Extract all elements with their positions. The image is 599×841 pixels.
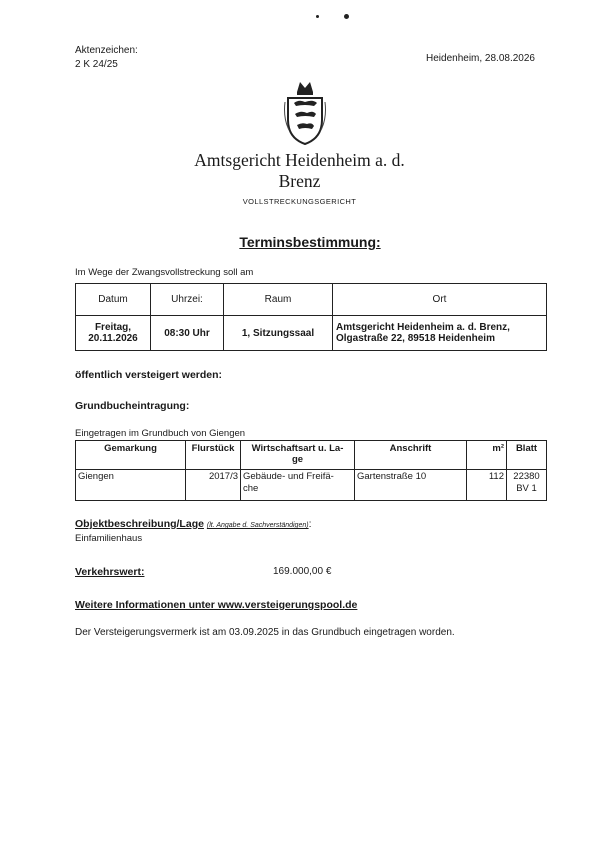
verkehrswert-value: 169.000,00 €	[273, 566, 332, 577]
header-cell-uhrzeit: Uhrzei:	[151, 284, 224, 316]
wirtschaftsart-line1: Gebäude- und Freifä-	[243, 471, 334, 482]
ort-line1: Amtsgericht Heidenheim a. d. Brenz,	[336, 322, 510, 333]
cell-qm: 112	[467, 470, 507, 501]
header-cell-anschrift: Anschrift	[355, 441, 467, 470]
cell-gemarkung: Giengen	[76, 470, 186, 501]
objekt-heading-colon: :	[308, 518, 312, 530]
verkehrswert-label: Verkehrswert:	[75, 566, 145, 578]
cell-raum: 1, Sitzungssaal	[224, 316, 333, 351]
scan-speck	[316, 15, 319, 18]
wirtschaftsart-header-line1: Wirtschaftsart u. La-	[251, 443, 344, 454]
termin-table	[75, 283, 547, 351]
court-department: VOLLSTRECKUNGSGERICHT	[242, 197, 357, 206]
scan-speck	[344, 14, 349, 19]
wirtschaftsart-line2: che	[243, 483, 259, 494]
grundbuch-intro: Eingetragen im Grundbuch von Giengen	[75, 428, 246, 439]
objekt-heading-note: (lt. Angabe d. Sachverständigen)	[206, 522, 309, 529]
blatt-number: 22380	[513, 471, 540, 482]
datum-date: 20.11.2026	[88, 333, 138, 344]
cell-ort	[333, 316, 547, 351]
coat-of-arms-seal	[283, 78, 327, 146]
header-cell-gemarkung: Gemarkung	[76, 441, 186, 470]
court-name-line2: Brenz	[278, 171, 321, 191]
blatt-bv: BV 1	[516, 483, 537, 494]
intro-text: Im Wege der Zwangsvollstreckung soll am	[75, 267, 254, 278]
datum-weekday: Freitag,	[94, 322, 132, 333]
aktenzeichen-value: 2 K 24/25	[75, 59, 118, 70]
header-cell-ort: Ort	[333, 284, 547, 316]
aktenzeichen-label: Aktenzeichen:	[75, 45, 138, 56]
table-row	[76, 316, 547, 351]
cell-wirtschaftsart	[241, 470, 355, 501]
header-cell-flurstueck: Flurstück	[186, 441, 241, 470]
grundbuch-table	[75, 440, 547, 501]
objekt-heading-label: Objektbeschreibung/Lage	[75, 518, 204, 530]
cell-datum	[76, 316, 151, 351]
ort-line2: Olgastraße 22, 89518 Heidenheim	[336, 333, 495, 344]
versteigert-text: öffentlich versteigert werden:	[75, 369, 223, 381]
court-name-line1: Amtsgericht Heidenheim a. d.	[194, 150, 405, 170]
header-cell-qm: m²	[467, 441, 507, 470]
header-cell-blatt: Blatt	[507, 441, 547, 470]
cell-blatt	[507, 470, 547, 501]
wirtschaftsart-header-line2: ge	[291, 454, 304, 465]
cell-flurstueck: 2017/3	[186, 470, 241, 501]
header-cell-datum: Datum	[76, 284, 151, 316]
cell-uhrzeit: 08:30 Uhr	[151, 316, 224, 351]
header-cell-raum: Raum	[224, 284, 333, 316]
objekt-description: Einfamilienhaus	[75, 533, 143, 544]
cell-anschrift: Gartenstraße 10	[355, 470, 467, 501]
header-cell-wirtschaftsart	[241, 441, 355, 470]
vermerk-text: Der Versteigerungsvermerk ist am 03.09.2025 in das Grundbuch eingetragen worden.	[75, 627, 455, 638]
document-title: Terminsbestimmung:	[239, 234, 381, 250]
more-info-link[interactable]: Weitere Informationen unter www.versteigerungspool.de	[75, 599, 358, 611]
table-header-row	[76, 441, 547, 470]
table-row	[76, 470, 547, 501]
objekt-heading	[75, 518, 312, 530]
place-date: Heidenheim, 28.08.2026	[426, 53, 535, 64]
grundbuch-heading: Grundbucheintragung:	[75, 400, 190, 412]
table-header-row	[76, 284, 547, 316]
